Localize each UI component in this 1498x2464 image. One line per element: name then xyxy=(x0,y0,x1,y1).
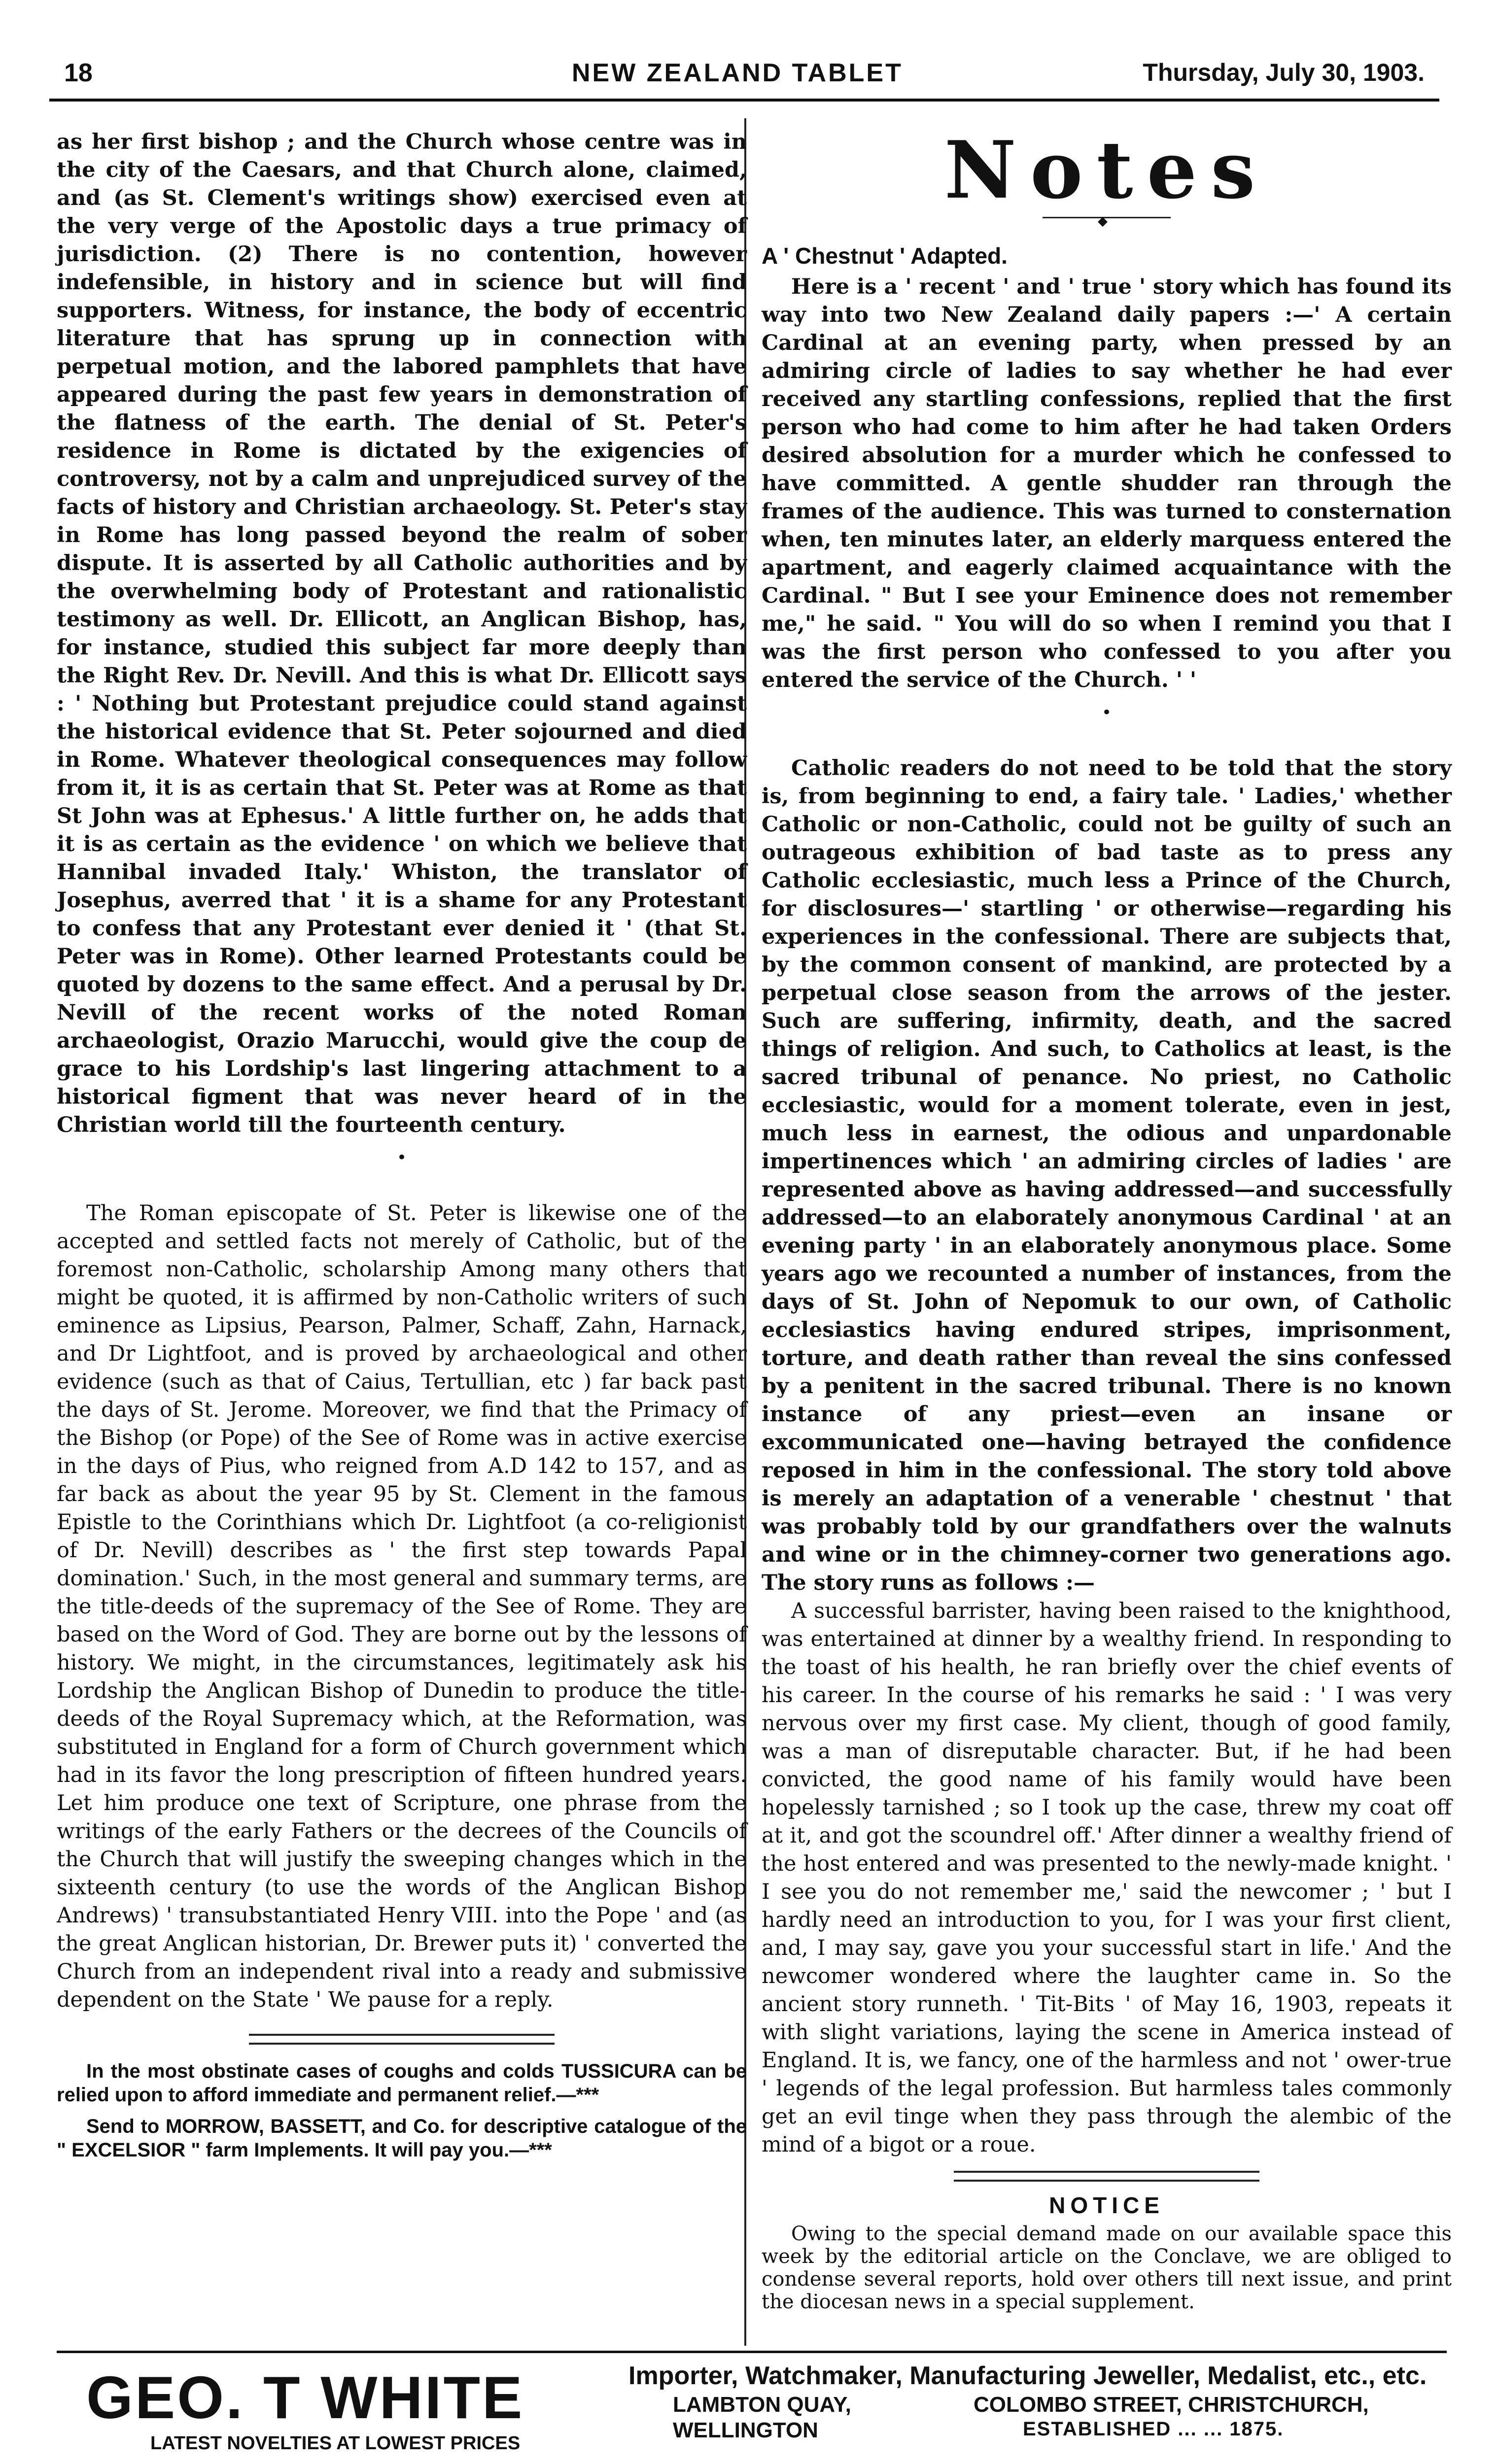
double-rule-divider xyxy=(249,2034,555,2045)
ornament-divider xyxy=(1043,217,1171,222)
left-column xyxy=(57,128,747,2162)
right-paragraph-3: A successful barrister, having been raised to the knighthood, was entertained at dinner by a wealthy friend. In responding to the toast of his health, he ran briefly over the chief events of his career. In the course of his remarks he said : ' I was very nervous over my first case. My client, though of good family, was a man of disreputable character. But, if he had been convicted, the good name of his family would have been hopelessly tarnished ; so I took up the case, threw my coat off at it, and got the scoundrel off.' After dinner a wealthy friend of the host entered and was presented to the newly-made knight. ' I see you do not remember me,' said the newcomer ; ' but I hardly need an introduction to you, for I was your first client, and, I may say, gave you your successful start in life.' And the newcomer wondered where the laughter came in. So the ancient story runneth. ' Tit-Bits ' of May 16, 1903, repeats it with slight variations, laying the scene in America instead of England. It is, we fancy, one of the harmless and not ' ower-true ' legends of the legal profession. But harmless tales commonly get an evil tinge when they pass through the alembic of the mind of a bigot or a roue. xyxy=(762,1599,1452,2157)
advertiser-name: GEO. T WHITE xyxy=(86,2364,524,2431)
page-number: 18 xyxy=(64,59,93,87)
publication-title: NEW ZEALAND TABLET xyxy=(572,59,903,87)
section-star: • xyxy=(396,1148,407,1167)
geo-white-advert xyxy=(57,2351,1447,2464)
notice-text: Owing to the special demand made on our available space this week by the editorial article on the Conclave, we are obliged to condense several reports, hold over others till next issue, and print the diocesan news in a special supplement. xyxy=(762,2223,1452,2313)
notice-heading: NOTICE xyxy=(1049,2192,1164,2218)
left-paragraph-1: as her first bishop ; and the Church whose centre was in the city of the Caesars, and that Church alone, claimed, and (as St. Clement's writings show) exercised even at the very verge of the Apostolic days a true primacy of jurisdiction. (2) There is no contention, however indefensible, in history and in science but will find supporters. Witness, for instance, the body of eccentric literature that has sprung up in connection with perpetual motion, and the labored pamphlets that have appeared during the past few years in demonstration of the flatness of the earth. The denial of St. Peter's residence in Rome is dictated by the exigencies of controversy, not by a calm and unprejudiced survey of the facts of history and Christian archaeology. St. Peter's stay in Rome has long passed beyond the realm of sober dispute. It is asserted by all Catholic authorities and by the overwhelming body of Protestant and rationalistic testimony as well. Dr. Ellicott, an Anglican Bishop, has, for instance, studied this subject far more deeply than the Right Rev. Dr. Nevill. And this is what Dr. Ellicott says : ' Nothing but Protestant prejudice could stand against the historical evidence that St. Peter sojourned and died in Rome. Whatever theological consequences may follow from it, it is as certain that St. Peter was at Rome as that St John was at Ephesus.' A little further on, he adds that it is as certain as the evidence ' on which we believe that Hannibal invaded Italy.' Whiston, the translator of Josephus, averred that ' it is a shame for any Protestant to confess that any Protestant ever denied it ' (that St. Peter was in Rome). Other learned Protestants could be quoted by dozens to the same effect. And a perusal by Dr. Nevill of the recent works of the noted Roman archaeologist, Orazio Marucchi, would give the coup de grace to his Lordship's last lingering attachment to a historical figment that was never heard of in the Christian world till the fourteenth century. xyxy=(57,130,747,1137)
page-header xyxy=(49,54,1439,102)
advert-trade: Importer, Watchmaker, Manufacturing Jeweller, Medalist, etc., etc. xyxy=(628,2361,1427,2390)
double-rule-divider xyxy=(954,2171,1259,2182)
issue-date: Thursday, July 30, 1903. xyxy=(1143,59,1425,86)
advert-city: WELLINGTON xyxy=(673,2418,818,2442)
right-paragraph-1: Here is a ' recent ' and ' true ' story which has found its way into two New Zealand daily papers :—' A certain Cardinal at an evening party, when pressed by an admiring circle of ladies to say whether he had ever received any startling confessions, replied that the first person who had come to him after he had taken Orders desired absolution for a murder which he confessed to have committed. A gentle shudder ran through the frames of the audience. This was turned to consternation when, ten minutes later, an elderly marquess entered the apartment, and eagerly claimed acquaintance with the Cardinal. " But I see your Eminence does not remember me," he said. " You will do so when I remind you that I was the first person who confessed to you after you entered the service of the Church. ' ' xyxy=(762,274,1452,692)
tussicura-advert: In the most obstinate cases of coughs and colds TUSSICURA can be relied upon to afford immediate and permanent relief.—*** xyxy=(57,2060,747,2106)
article-subhead: A ' Chestnut ' Adapted. xyxy=(762,243,1008,269)
morrow-bassett-advert: Send to MORROW, BASSETT, and Co. for descriptive catalogue of the " EXCELSIOR " farm Implements. It will pay you.—*** xyxy=(57,2116,747,2161)
advert-established: ESTABLISHED ... ... 1875. xyxy=(1023,2418,1284,2440)
section-star: • xyxy=(1101,703,1112,722)
advert-address-wellington: LAMBTON QUAY, xyxy=(673,2393,851,2417)
left-paragraph-2: The Roman episcopate of St. Peter is likewise one of the accepted and settled facts not merely of Catholic, but of the foremost non-Catholic, scholarship Among many others that might be quoted, it is affirmed by non-Catholic writers of such eminence as Lipsius, Pearson, Palmer, Schaff, Zahn, Harnack, and Dr Lightfoot, and is proved by archaeological and other evidence (such as that of Caius, Tertullian, etc ) far back past the days of St. Jerome. Moreover, we find that the Primacy of the Bishop (or Pope) of the See of Rome was in active exercise in the days of Pius, who reigned from A.D 142 to 157, and as far back as about the year 95 by St. Clement in the famous Epistle to the Corinthians which Dr. Lightfoot (a co-religionist of Dr. Nevill) describes as ' the first step towards Papal domination.' Such, in the most general and summary terms, are the title-deeds of the supremacy of the See of Rome. They are based on the Word of God. They are borne out by the lessons of history. We might, in the circumstances, legitimately ask his Lordship the Anglican Bishop of Dunedin to produce the title-deeds of the Royal Supremacy which, at the Reformation, was substituted in England for a form of Church government which had in its favor the long prescription of fifteen hundred years. Let him produce one text of Scripture, one phrase from the writings of the early Fathers or the decrees of the Councils of the Church that will justify the sweeping changes which in the sixteenth century (to use the words of the Anglican Bishop Andrews) ' transubstantiated Henry VIII. into the Pope ' and (as the great Anglican historian, Dr. Brewer puts it) ' converted the Church from an independent rival into a ready and submissive dependent on the State ' We pause for a reply. xyxy=(57,1201,747,2012)
right-paragraph-2: Catholic readers do not need to be told that the story is, from beginning to end, a fairy tale. ' Ladies,' whether Catholic or non-Catholic, could not be guilty of such an outrageous exhibition of bad taste as to press any Catholic ecclesiastic, much less a Prince of the Church, for disclosures—' startling ' or otherwise—regarding his experiences in the confessional. There are subjects that, by the common consent of mankind, are protected by a perpetual close season from the arrows of the jester. Such are suffering, infirmity, death, and the sacred things of religion. And such, to Catholics at least, is the sacred tribunal of penance. No priest, no Catholic ecclesiastic, would for a moment tolerate, even in jest, much less in earnest, the odious and unpardonable impertinences which ' an admiring circles of ladies ' are represented above as having addressed—and successfully addressed—to an elaborately anonymous Cardinal ' at an evening party ' in an elaborately anonymous place. Some years ago we recounted a number of instances, from the days of St. John of Nepomuk to our own, of Catholic ecclesiastics having endured stripes, imprisonment, torture, and death rather than reveal the sins confessed by a penitent in the sacred tribunal. There is no known instance of any priest—even an insane or excommunicated one—having betrayed the confidence reposed in him in the confessional. The story told above is merely an adaptation of a venerable ' chestnut ' that was probably told by our grandfathers over the walnuts and wine or in the chimney-corner two generations ago. The story runs as follows :— xyxy=(762,756,1452,1595)
advert-tagline: LATEST NOVELTIES AT LOWEST PRICES xyxy=(150,2433,521,2454)
right-column xyxy=(762,124,1452,2313)
notes-heading: Notes xyxy=(944,124,1269,216)
advert-address-christchurch: COLOMBO STREET, CHRISTCHURCH, xyxy=(974,2393,1369,2417)
